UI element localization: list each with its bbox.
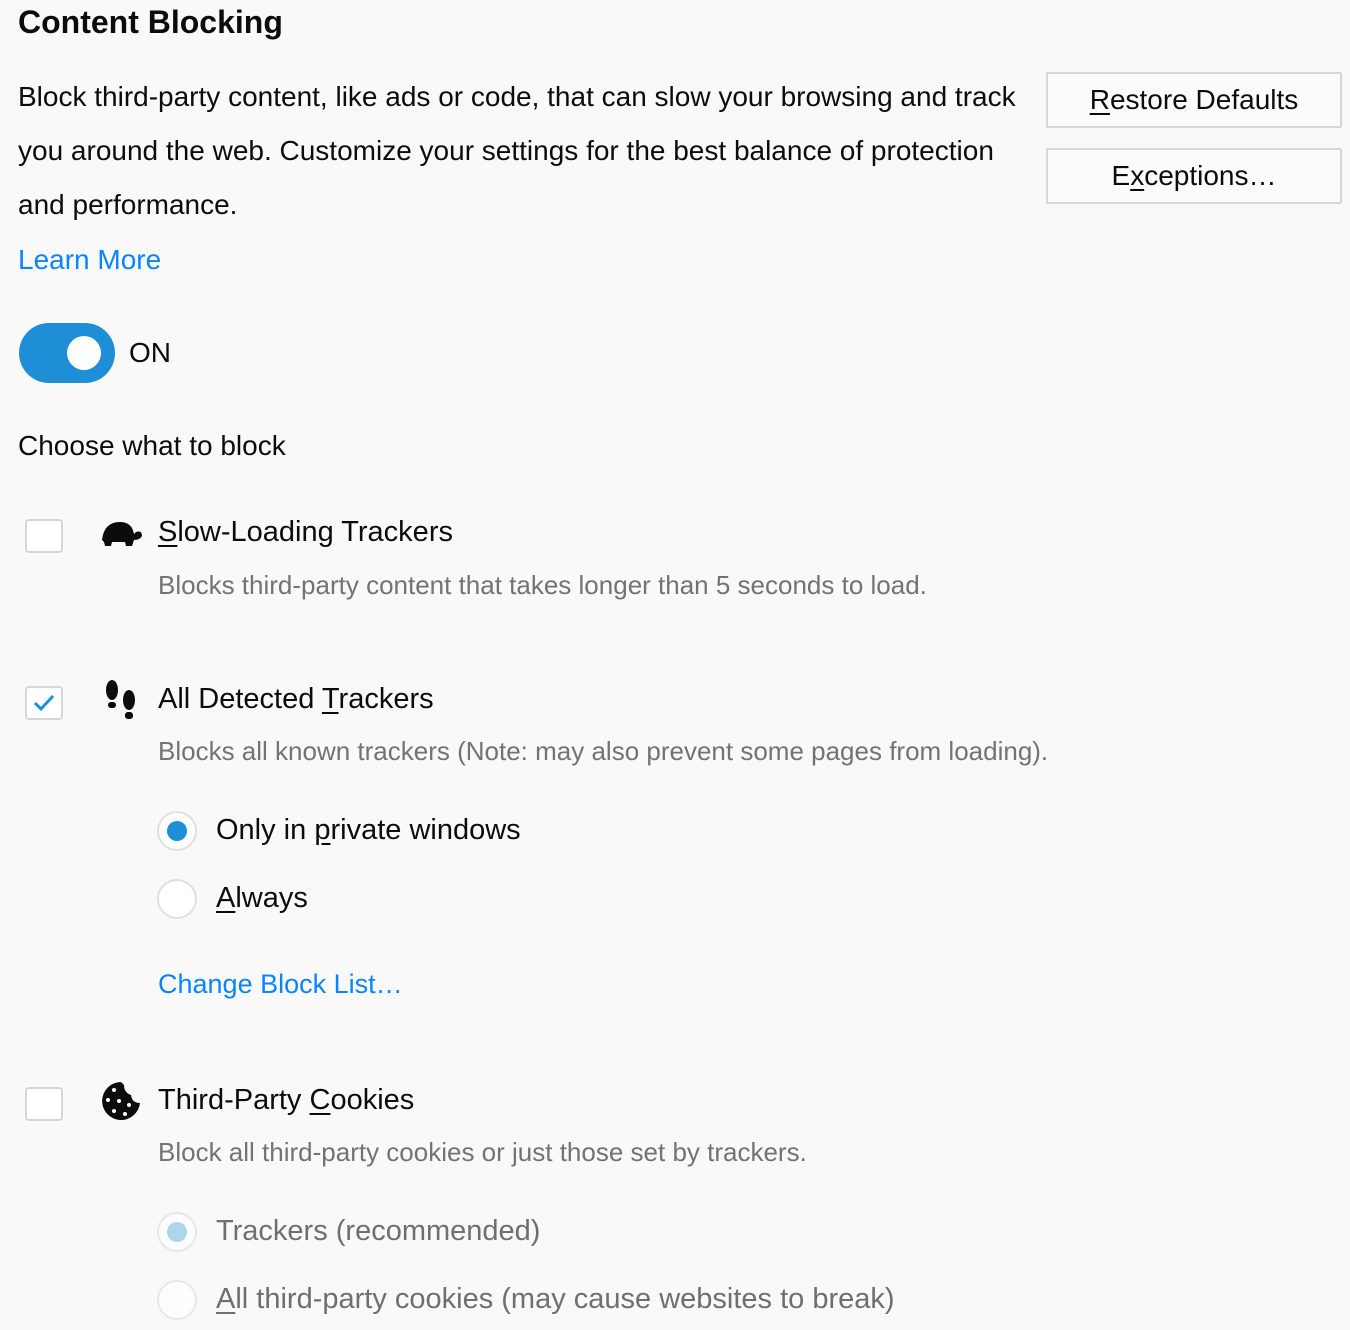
label: All Detected (158, 683, 322, 715)
private-windows-radio[interactable] (157, 811, 197, 851)
label: E (1111, 160, 1131, 191)
change-block-list-link[interactable]: Change Block List… (158, 969, 403, 999)
private-windows-label (216, 814, 521, 847)
label: estore Defaults (1109, 84, 1299, 115)
label: Only in (216, 814, 315, 846)
label: ceptions… (1144, 160, 1277, 191)
accesskey: x (1130, 160, 1145, 191)
all-trackers-label (158, 683, 434, 716)
toggle-knob (67, 336, 101, 370)
cookie-all-radio[interactable] (157, 1280, 197, 1320)
accesskey: A (216, 882, 236, 914)
radio-dot (167, 1222, 187, 1242)
always-label (216, 882, 308, 915)
choose-heading: Choose what to block (18, 430, 286, 461)
all-trackers-checkbox[interactable] (25, 686, 63, 720)
all-trackers-desc: Blocks all known trackers (Note: may also prevent some pages from loading). (158, 736, 1049, 766)
cookie-trackers-label: Trackers (recommended) (216, 1215, 541, 1247)
learn-more-link[interactable]: Learn More (18, 244, 162, 275)
slow-trackers-desc: Blocks third-party content that takes longer than 5 seconds to load. (158, 570, 927, 600)
accesskey: R (1089, 84, 1110, 115)
radio-dot (167, 821, 187, 841)
label: rackers (338, 683, 434, 715)
label: Third-Party (158, 1084, 310, 1116)
label: low-Loading Trackers (177, 516, 453, 548)
cookie-trackers-radio[interactable] (157, 1212, 197, 1252)
footprints-icon (104, 680, 138, 722)
page-title: Content Blocking (18, 4, 283, 40)
cookie-all-label (216, 1283, 895, 1316)
label: lways (235, 882, 308, 914)
label: ll third-party cookies (may cause websites to break) (235, 1283, 895, 1315)
always-radio[interactable] (157, 879, 197, 919)
accesskey: p (314, 814, 331, 846)
accesskey: S (158, 516, 178, 548)
checkmark-icon (33, 694, 55, 712)
third-party-cookies-desc: Block all third-party cookies or just those set by trackers. (158, 1137, 807, 1167)
third-party-cookies-checkbox[interactable] (25, 1087, 63, 1121)
slow-trackers-label (158, 516, 453, 549)
accesskey: A (216, 1283, 236, 1315)
accesskey: C (309, 1084, 331, 1116)
label: ookies (330, 1084, 415, 1116)
toggle-label: ON (129, 337, 171, 368)
label: rivate windows (330, 814, 521, 846)
exceptions-button[interactable] (1046, 148, 1342, 204)
content-blocking-toggle[interactable] (19, 323, 115, 383)
description: Block third-party content, like ads or code, that can slow your browsing and track you around the web. Customize your settings for the best balance of protection and performance. (18, 81, 1016, 220)
turtle-icon (100, 518, 144, 550)
slow-trackers-checkbox[interactable] (25, 519, 63, 553)
accesskey: T (321, 683, 339, 715)
cookie-icon (100, 1081, 142, 1121)
third-party-cookies-label (158, 1084, 414, 1117)
restore-defaults-button[interactable] (1046, 72, 1342, 128)
